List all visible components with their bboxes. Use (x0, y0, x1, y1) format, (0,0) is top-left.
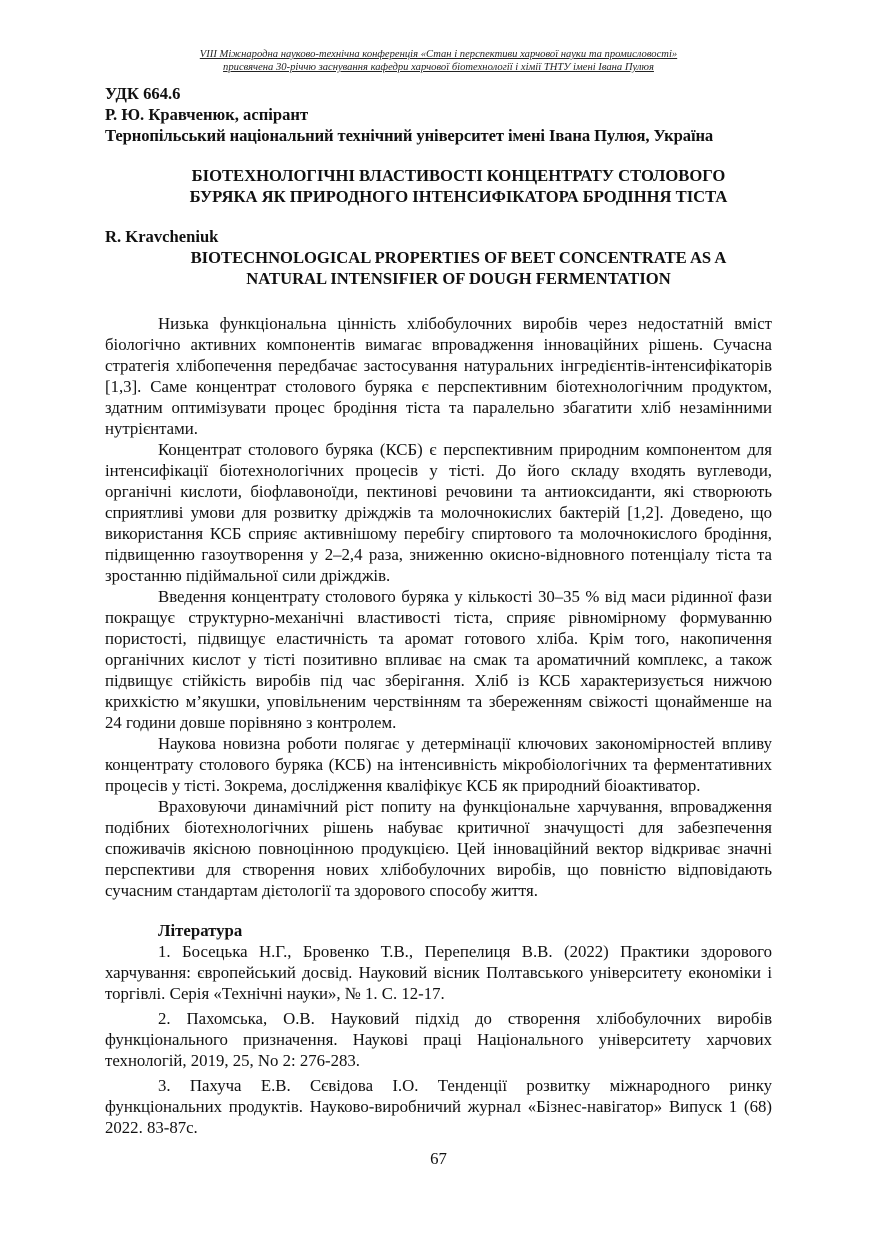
body-paragraph: Враховуючи динамічний ріст попиту на функціональне харчування, впровадження подібних біотехнологічних рішень набуває критичної значущості для забезпечення споживачів якісною повноцінною продукцією. Цей інноваційний вектор відкриває значні перспективи для створення нових хлібобулочних виробів, що повністю відповідають сучасним стандартам дієтології та здорового способу життя. (105, 797, 772, 900)
author-line: Р. Ю. Кравченюк, аспірант (105, 105, 309, 124)
body-paragraph: Введення концентрату столового буряка у кількості 30–35 % від маси рідинної фази покращує структурно-механічні властивості тіста, сприяє рівномірному формуванню пористості, підвищує еластичність та аромат готового хліба. Крім того, накопичення органічних кислот у тісті позитивно впливає на смак та ароматичний комплекс, а також підвищує стійкість виробів під час зберігання. Хліб із КСБ характеризується нижчою крихкістю м’якушки, уповільненим черствінням та збереженням свіжості щонайменше на 24 години довше порівняно з контролем. (105, 587, 772, 732)
dedication-line: присвячена 30-річчю заснування кафедри харчової біотехнології і хімії ТНТУ імені Івана Пулюя (223, 62, 654, 73)
body-paragraph: Низька функціональна цінність хлібобулочних виробів через недостатній вміст біологічно активних компонентів вимагає впровадження інноваційних рішень. Сучасна стратегія хлібопечення передбачає застосування натуральних інгредієнтів-інтенсифікаторів [1,3]. Саме концентрат столового буряка є перспективним біотехнологічним продуктом, здатним оптимізувати процес бродіння тіста та паралельно збагатити хліб незамінними нутрієнтами. (105, 314, 772, 438)
body-paragraph: Наукова новизна роботи полягає у детермінації ключових закономірностей впливу концентрату столового буряка (КСБ) на інтенсивність мікробіологічних та ферментативних процесів у тісті. Зокрема, дослідження кваліфікує КСБ як природний біоактиватор. (105, 734, 772, 795)
title-english (105, 247, 772, 289)
udc-code: УДК 664.6 (105, 84, 181, 103)
reference-item: 1. Босецька Н.Г., Бровенко Т.В., Перепелиця В.В. (2022) Практики здорового харчування: європейський досвід. Науковий вісник Полтавського університету економіки і торгівлі. Серія «Технічні науки», № 1. С. 12-17. (105, 942, 772, 1003)
references-list (105, 941, 772, 1138)
title-ukrainian (105, 165, 772, 207)
conference-line: VIII Міжнародна науково-технічна конференція «Стан і перспективи харчової науки та промисловості» (199, 49, 678, 60)
title-en-line-2: NATURAL INTENSIFIER OF DOUGH FERMENTATION (246, 269, 671, 288)
references-heading: Література (158, 921, 243, 940)
affiliation-line: Тернопільський національний технічний університет імені Івана Пулюя, Україна (105, 126, 714, 145)
reference-item: 3. Пахуча Е.В. Сєвідова І.О. Тенденції розвитку міжнародного ринку функціональних продуктів. Науково-виробничий журнал «Бізнес-навігатор» Випуск 1 (68) 2022. 83-87с. (105, 1076, 772, 1137)
document-page (105, 48, 772, 1138)
reference-item: 2. Пахомська, О.В. Науковий підхід до створення хлібобулочних виробів функціонального призначення. Наукові праці Національного університету харчових технологій, 2019, 25, No 2: 276-283. (105, 1009, 772, 1070)
running-header (97, 48, 780, 74)
article-meta (105, 83, 772, 146)
article-body (105, 313, 772, 901)
title-ua-line-2: БУРЯКА ЯК ПРИРОДНОГО ІНТЕНСИФІКАТОРА БРОДІННЯ ТІСТА (189, 187, 728, 206)
title-en-line-1: BIOTECHNOLOGICAL PROPERTIES OF BEET CONCENTRATE AS A (190, 248, 727, 267)
author-english: R. Kravcheniuk (105, 227, 219, 246)
body-paragraph: Концентрат столового буряка (КСБ) є перспективним природним компонентом для інтенсифікації біотехнологічних процесів у тісті. До його складу входять вуглеводи, органічні кислоти, біофлавоноїди, пектинові речовини та антиоксиданти, які створюють сприятливі умови для розвитку дріжджів та молочнокислих бактерій [1,2]. Доведено, що використання КСБ сприяє активнішому перебігу спиртового та молочнокислого бродіння, підвищенню газоутворення у 2–2,4 раза, зниженню окисно-відновного потенціалу тіста та зростанню підіймальної сили дріжджів. (105, 440, 772, 585)
title-ua-line-1: БІОТЕХНОЛОГІЧНІ ВЛАСТИВОСТІ КОНЦЕНТРАТУ СТОЛОВОГО (191, 166, 726, 185)
page-number: 67 (430, 1149, 447, 1168)
